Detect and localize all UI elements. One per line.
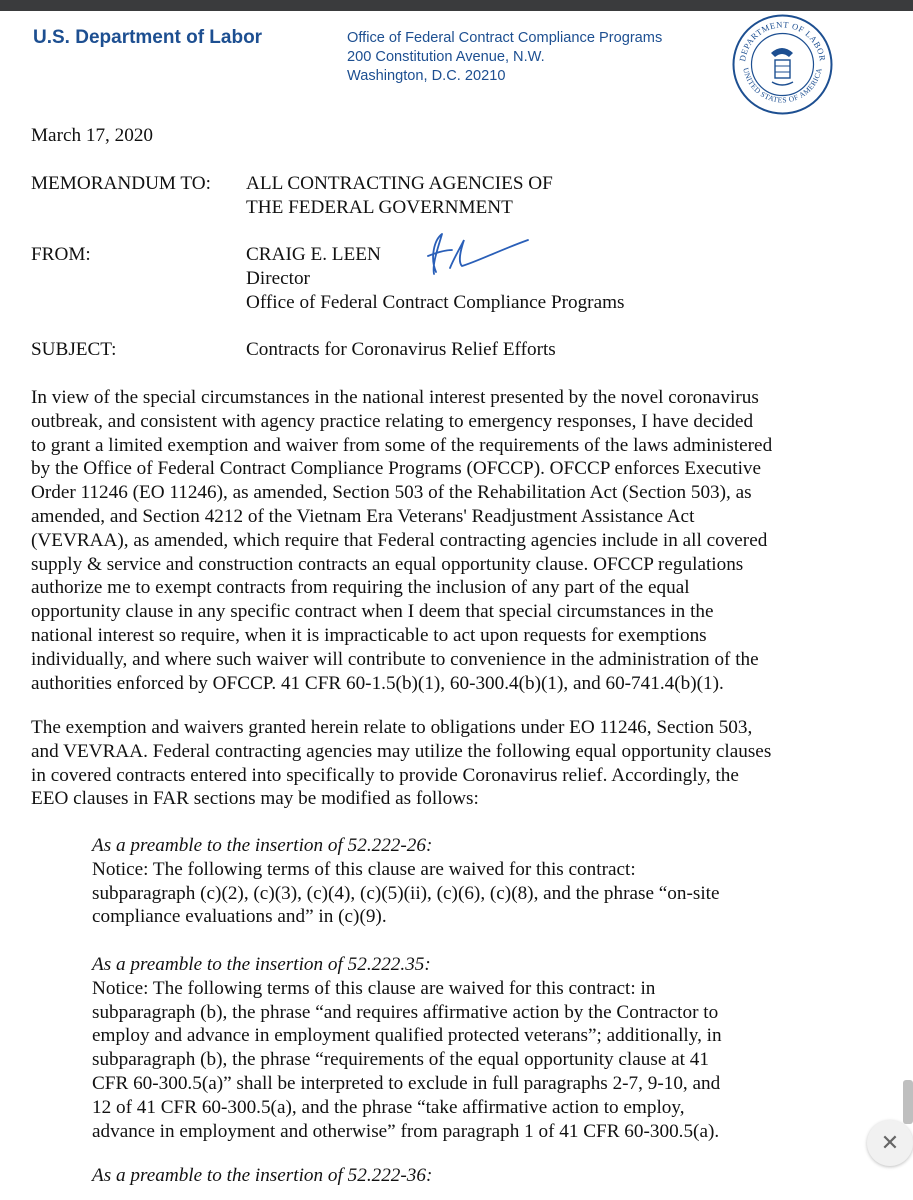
department-seal-logo [731,13,834,116]
paragraph-line: outbreak, and consistent with agency practice relating to emergency responses, I have decided [31,410,754,432]
address-line: 200 Constitution Avenue, N.W. [347,49,545,65]
paragraph-line: individually, and where such waiver will contribute to convenience in the administration of the [31,648,759,670]
paragraph-line: amended, and Section 4212 of the Vietnam Era Veterans' Readjustment Assistance Act [31,505,695,527]
body-paragraph-2 [31,716,861,811]
paragraph-line: to grant a limited exemption and waiver from some of the requirements of the laws administered [31,434,773,456]
subject-label: SUBJECT: [31,339,117,360]
scrollbar-thumb[interactable] [903,1080,913,1124]
paragraph-line: and VEVRAA. Federal contracting agencies may utilize the following equal opportunity clauses [31,740,772,762]
memo-date: March 17, 2020 [31,125,154,146]
paragraph-line: by the Office of Federal Contract Compliance Programs (OFCCP). OFCCP enforces Executive [31,458,762,480]
paragraph-line: supply & service and construction contracts an equal opportunity clause. OFCCP regulations [31,553,744,575]
svg-text:UNITED STATES OF AMERICA: UNITED STATES OF AMERICA [741,66,824,105]
close-icon: ✕ [880,1130,900,1156]
clause-52-222-36 [92,1164,432,1188]
clause-heading: As a preamble to the insertion of 52.222-26: [92,835,433,856]
subject-value: Contracts for Coronavirus Relief Efforts [246,339,556,360]
clause-heading: As a preamble to the insertion of 52.222.35: [92,954,431,975]
to-value-line: THE FEDERAL GOVERNMENT [246,197,513,218]
paragraph-line: authorities enforced by OFCCP. 41 CFR 60-1.5(b)(1), 60-300.4(b)(1), and 60-741.4(b)(1). [31,672,724,694]
paragraph-line: authorize me to exempt contracts from requiring the inclusion of any part of the equal [31,577,690,599]
clause-line: compliance evaluations and” in (c)(9). [92,906,387,928]
clause-line: subparagraph (b), the phrase “requirements of the equal opportunity clause at 41 [92,1049,709,1071]
clause-52-222-26 [92,834,720,929]
top-bar [0,0,913,11]
body-paragraph-1 [31,386,861,695]
director-signature [420,228,530,278]
clause-line: subparagraph (b), the phrase “and requires affirmative action by the Contractor to [92,1001,719,1023]
to-label: MEMORANDUM TO: [31,173,211,194]
paragraph-line: EEO clauses in FAR sections may be modified as follows: [31,788,479,810]
clause-52-222-35 [92,953,722,1143]
clause-heading: As a preamble to the insertion of 52.222-36: [92,1165,433,1186]
clause-line: CFR 60-300.5(a)” shall be interpreted to exclude in full paragraphs 2-7, 9-10, and [92,1072,721,1094]
clause-line: Notice: The following terms of this clause are waived for this contract: [92,858,636,880]
paragraph-line: opportunity clause in any specific contract when I deem that special circumstances in the [31,601,714,623]
to-value-line: ALL CONTRACTING AGENCIES OF [246,173,553,194]
address-line: Washington, D.C. 20210 [347,68,506,84]
address-line: Office of Federal Contract Compliance Programs [347,30,663,46]
clause-line: Notice: The following terms of this clause are waived for this contract: in [92,977,656,999]
paragraph-line: In view of the special circumstances in the national interest presented by the novel coronavirus [31,387,759,408]
close-button[interactable] [867,1120,913,1166]
clause-line: advance in employment and otherwise” from paragraph 1 of 41 CFR 60-300.5(a). [92,1120,720,1142]
agency-name: U.S. Department of Labor [33,27,263,48]
clause-line: 12 of 41 CFR 60-300.5(a), and the phrase “take affirmative action to employ, [92,1096,685,1118]
office-address [347,29,662,86]
paragraph-line: national interest so require, when it is impracticable to act upon requests for exemptions [31,624,707,646]
from-label: FROM: [31,244,91,265]
svg-text:DEPARTMENT OF LABOR: DEPARTMENT OF LABOR [737,19,828,63]
clause-line: employ and advance in employment qualified protected veterans”; additionally, in [92,1025,722,1047]
paragraph-line: in covered contracts entered into specifically to provide Coronavirus relief. Accordingly, the [31,764,739,786]
clause-line: subparagraph (c)(2), (c)(3), (c)(4), (c)(5)(ii), (c)(6), (c)(8), and the phrase “on-site [92,882,720,904]
from-title: Director [246,268,310,289]
from-office: Office of Federal Contract Compliance Programs [246,292,625,313]
paragraph-line: (VEVRAA), as amended, which require that Federal contracting agencies include in all covered [31,529,768,551]
paragraph-line: The exemption and waivers granted herein relate to obligations under EO 11246, Section 503, [31,717,753,738]
from-name: CRAIG E. LEEN [246,244,381,265]
paragraph-line: Order 11246 (EO 11246), as amended, Section 503 of the Rehabilitation Act (Section 503), as [31,482,752,504]
